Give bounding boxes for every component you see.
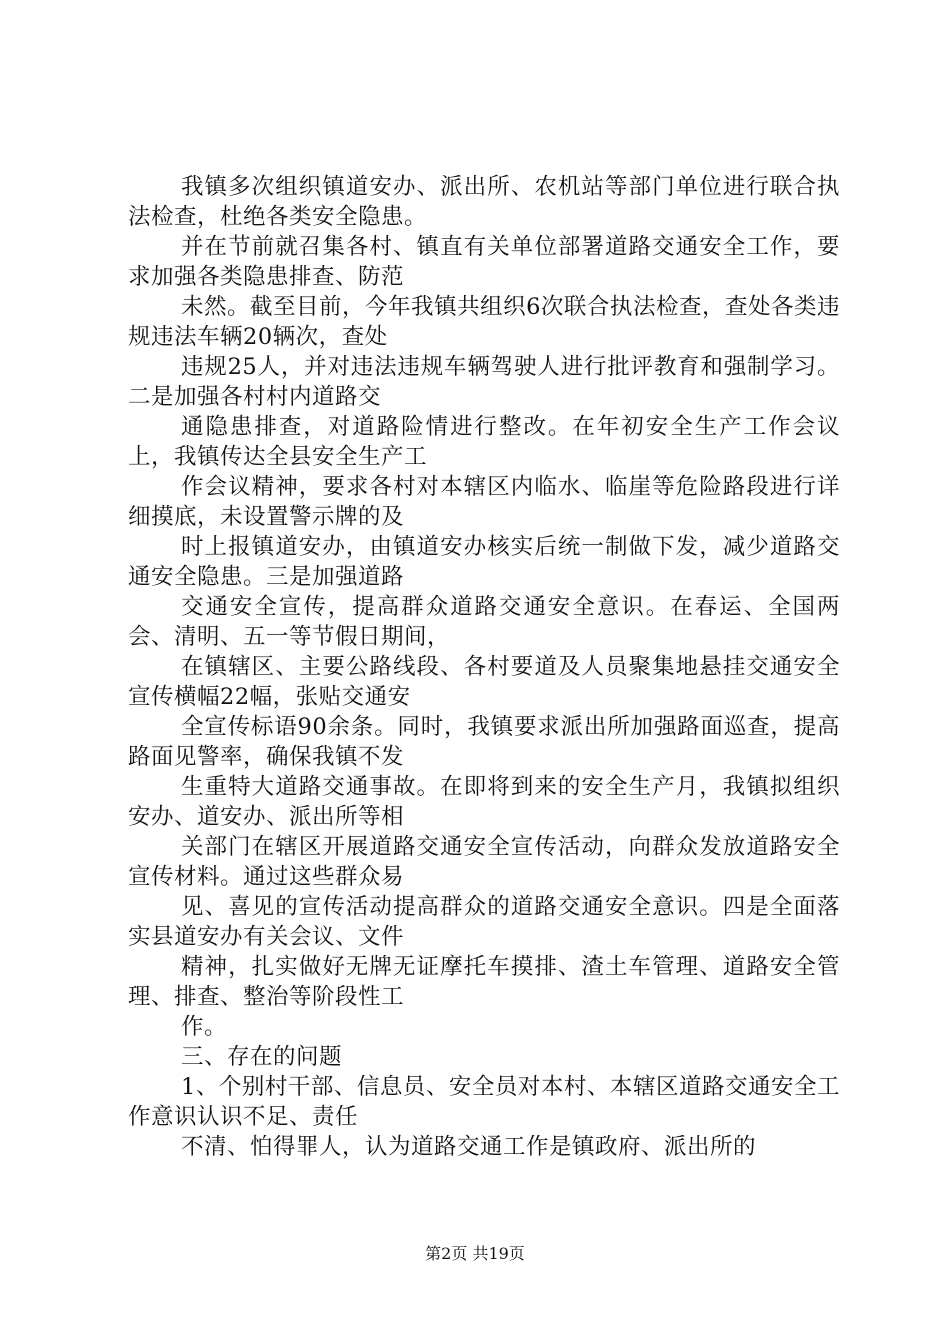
paragraph: 精神，扎实做好无牌无证摩托车摸排、渣土车管理、道路安全管理、排查、整治等阶段性工 (128, 954, 840, 1010)
paragraph: 不清、怕得罪人，认为道路交通工作是镇政府、派出所的 (181, 1134, 757, 1160)
paragraph: 在镇辖区、主要公路线段、各村要道及人员聚集地悬挂交通安全宣传横幅22幅，张贴交通安 (128, 654, 840, 710)
paragraph: 1、个别村干部、信息员、安全员对本村、本辖区道路交通安全工作意识认识不足、责任 (128, 1074, 840, 1130)
paragraph: 交通安全宣传，提高群众道路交通安全意识。在春运、全国两会、清明、五一等节假日期间， (128, 594, 840, 650)
paragraph: 生重特大道路交通事故。在即将到来的安全生产月，我镇拟组织安办、道安办、派出所等相 (128, 774, 840, 830)
document-body (128, 172, 840, 1162)
section-heading: 三、存在的问题 (181, 1044, 343, 1070)
paragraph: 全宣传标语90余条。同时，我镇要求派出所加强路面巡查，提高路面见警率，确保我镇不发 (128, 714, 840, 770)
paragraph: 见、喜见的宣传活动提高群众的道路交通安全意识。四是全面落实县道安办有关会议、文件 (128, 894, 840, 950)
page-number-footer: 第2页 共19页 (425, 1244, 525, 1263)
paragraph: 作。 (181, 1014, 228, 1040)
paragraph: 未然。截至目前，今年我镇共组织6次联合执法检查，查处各类违规违法车辆20辆次，查处 (128, 294, 840, 350)
paragraph: 作会议精神，要求各村对本辖区内临水、临崖等危险路段进行详细摸底，未设置警示牌的及 (128, 474, 840, 530)
paragraph: 通隐患排查，对道路险情进行整改。在年初安全生产工作会议上，我镇传达全县安全生产工 (128, 414, 840, 470)
paragraph: 违规25人，并对违法违规车辆驾驶人进行批评教育和强制学习。二是加强各村村内道路交 (128, 354, 840, 410)
paragraph: 我镇多次组织镇道安办、派出所、农机站等部门单位进行联合执法检查，杜绝各类安全隐患。 (128, 174, 840, 230)
paragraph: 关部门在辖区开展道路交通安全宣传活动，向群众发放道路安全宣传材料。通过这些群众易 (128, 834, 840, 890)
paragraph: 时上报镇道安办，由镇道安办核实后统一制做下发，减少道路交通安全隐患。三是加强道路 (128, 534, 840, 590)
paragraph: 并在节前就召集各村、镇直有关单位部署道路交通安全工作，要求加强各类隐患排查、防范 (128, 234, 840, 290)
